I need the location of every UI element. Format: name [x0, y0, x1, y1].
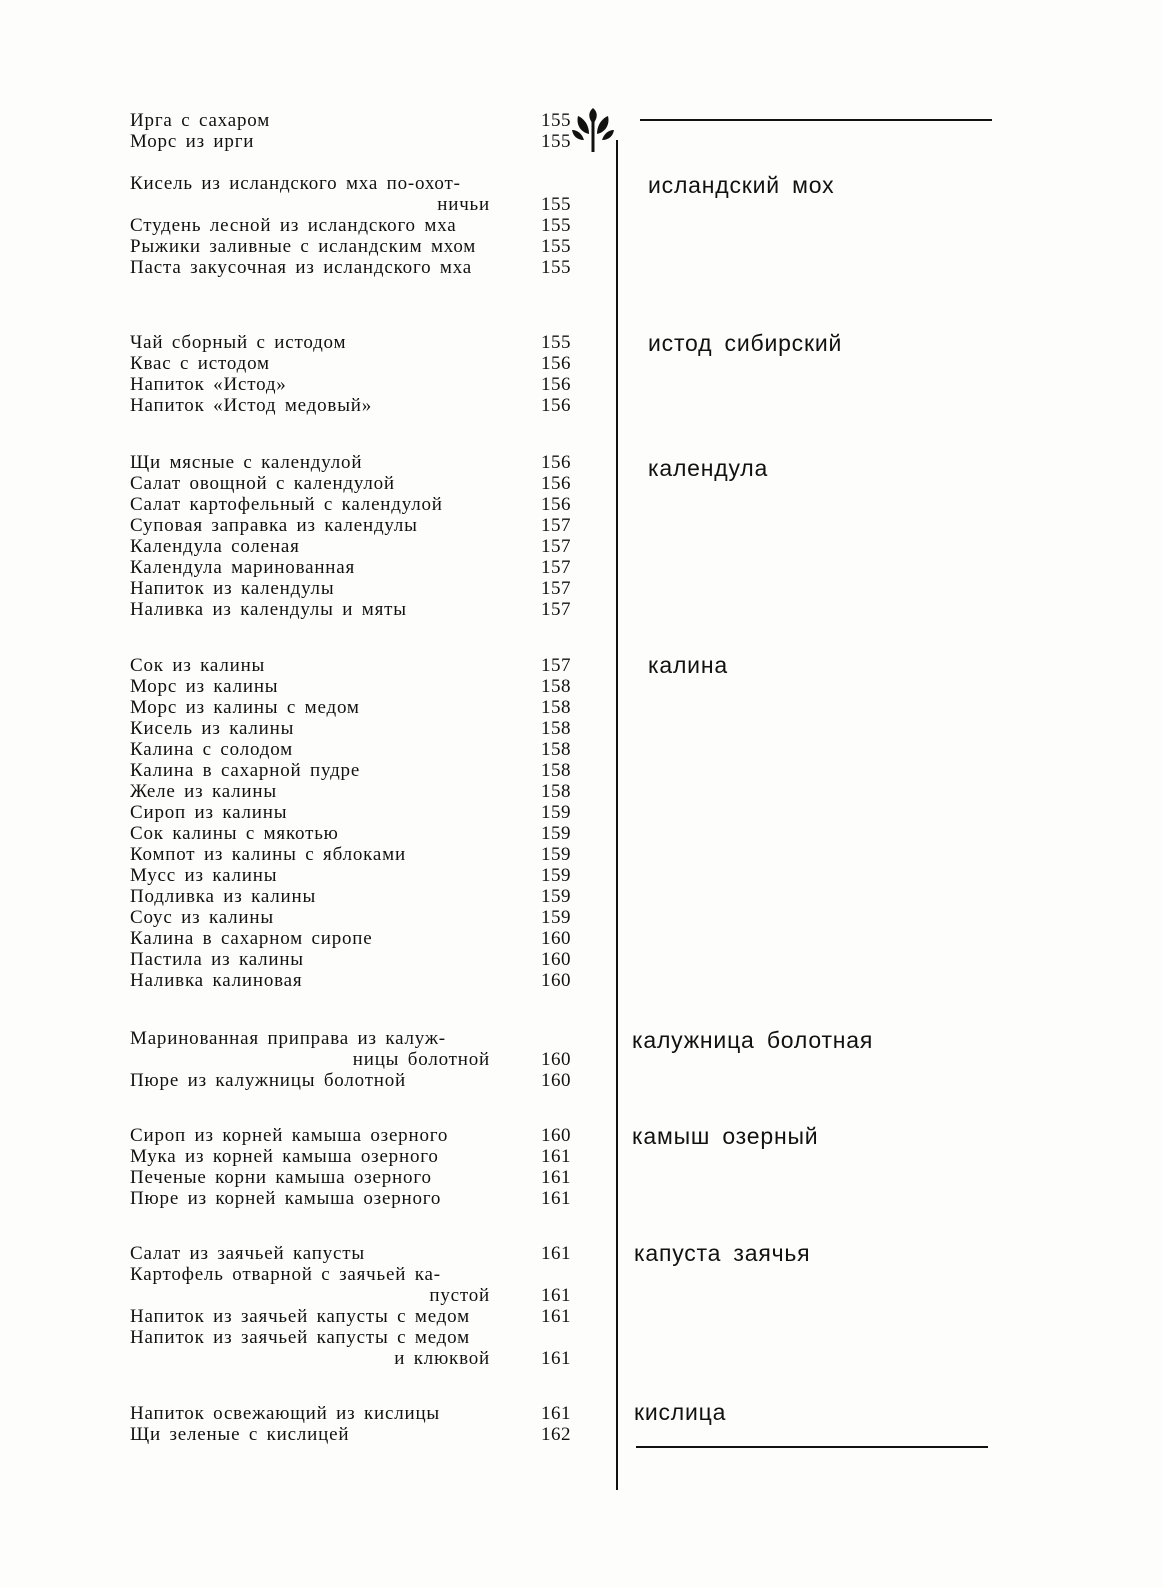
entry-title: Наливка калиновая: [130, 970, 303, 991]
toc-entry: [130, 1306, 580, 1327]
entry-page-number: 161: [541, 1285, 571, 1306]
entry-title: Морс из калины с медом: [130, 697, 360, 718]
category-heading: камыш озерный: [632, 1123, 819, 1149]
entry-title: Пастила из калины: [130, 949, 304, 970]
entry-title: Мусс из калины: [130, 865, 278, 886]
toc-entry: [130, 907, 580, 928]
entry-title-continuation: ничьи: [437, 194, 490, 215]
toc-entry: [130, 970, 580, 991]
leaf-ornament-icon: [570, 108, 616, 152]
entry-title: Сок калины с мякотью: [130, 823, 339, 844]
toc-entry: [130, 494, 580, 515]
entry-title: Кисель из калины: [130, 718, 295, 739]
entry-page-number: 158: [541, 718, 571, 739]
entry-page-number: 159: [541, 907, 571, 928]
toc-entry: [130, 697, 580, 718]
entry-title: Напиток освежающий из кислицы: [130, 1403, 440, 1424]
toc-entry: [130, 865, 580, 886]
toc-entry: [130, 823, 580, 844]
entry-title: Рыжики заливные с исландским мхом: [130, 236, 477, 257]
toc-entry: [130, 110, 580, 131]
toc-entry: [130, 452, 580, 473]
toc-entry: [130, 676, 580, 697]
entry-page-number: 162: [541, 1424, 571, 1445]
toc-entry: [130, 353, 580, 374]
toc-entry: [130, 374, 580, 395]
toc-entry: [130, 844, 580, 865]
entry-page-number: 159: [541, 865, 571, 886]
entry-title: Пюре из калужницы болотной: [130, 1070, 407, 1091]
entry-page-number: 157: [541, 578, 571, 599]
toc-entry: [130, 536, 580, 557]
entry-page-number: 155: [541, 194, 571, 215]
entry-page-number: 159: [541, 886, 571, 907]
entry-page-number: 155: [541, 236, 571, 257]
entry-page-number: 159: [541, 844, 571, 865]
toc-entry: [130, 257, 580, 278]
entry-page-number: 157: [541, 536, 571, 557]
entry-page-number: 161: [541, 1306, 571, 1327]
toc-entry: [130, 215, 580, 236]
entry-page-number: 159: [541, 802, 571, 823]
toc-entry: [130, 578, 580, 599]
entry-title: Квас с истодом: [130, 353, 270, 374]
entry-title: Салат овощной с календулой: [130, 473, 395, 494]
entry-page-number: 160: [541, 1070, 571, 1091]
entry-title: Сироп из корней камыша озерного: [130, 1125, 449, 1146]
toc-entry: [130, 131, 580, 152]
entry-page-number: 161: [541, 1167, 571, 1188]
entry-page-number: 160: [541, 1125, 571, 1146]
entry-title: Морс из калины: [130, 676, 279, 697]
toc-entry: [130, 332, 580, 353]
toc-entry: [130, 599, 580, 620]
entry-title: Компот из калины с яблоками: [130, 844, 406, 865]
entry-page-number: 159: [541, 823, 571, 844]
category-heading: исландский мох: [648, 172, 835, 198]
entry-page-number: 156: [541, 374, 571, 395]
entry-title: Календула маринованная: [130, 557, 356, 578]
toc-entry: [130, 395, 580, 416]
entry-page-number: 156: [541, 353, 571, 374]
entry-page-number: 160: [541, 928, 571, 949]
vertical-divider: [616, 140, 618, 1490]
toc-entry: [130, 236, 580, 257]
entry-page-number: 155: [541, 257, 571, 278]
entry-title: Напиток из заячьей капусты с медом: [130, 1327, 470, 1348]
entry-title: Паста закусочная из исландского мха: [130, 257, 473, 278]
toc-entry: [130, 1167, 580, 1188]
entry-title: Напиток из календулы: [130, 578, 335, 599]
category-heading: кислица: [634, 1399, 727, 1425]
toc-entry: [130, 949, 580, 970]
bottom-rule: [636, 1446, 988, 1448]
entry-page-number: 158: [541, 676, 571, 697]
entry-title-continuation: пустой: [429, 1285, 490, 1306]
toc-entry: [130, 173, 580, 215]
entry-page-number: 160: [541, 1049, 571, 1070]
entry-title: Суповая заправка из календулы: [130, 515, 418, 536]
entry-title: Подливка из калины: [130, 886, 317, 907]
toc-entry: [130, 1424, 580, 1445]
entry-page-number: 158: [541, 697, 571, 718]
toc-entry: [130, 781, 580, 802]
toc-entry: [130, 1146, 580, 1167]
toc-entry: [130, 928, 580, 949]
entry-title: Салат картофельный с календулой: [130, 494, 443, 515]
entry-title: Напиток «Истод»: [130, 374, 287, 395]
entry-title: Калина в сахарной пудре: [130, 760, 361, 781]
entry-title: Морс из ирги: [130, 131, 255, 152]
entry-title: Чай сборный с истодом: [130, 332, 347, 353]
entry-page-number: 161: [541, 1146, 571, 1167]
toc-entry: [130, 1070, 580, 1091]
toc-entry: [130, 1243, 580, 1264]
entry-page-number: 157: [541, 599, 571, 620]
category-heading: капуста заячья: [634, 1240, 811, 1266]
entry-title: Пюре из корней камыша озерного: [130, 1188, 442, 1209]
entry-page-number: 161: [541, 1403, 571, 1424]
entry-page-number: 156: [541, 395, 571, 416]
category-heading: калина: [648, 652, 728, 678]
entry-page-number: 156: [541, 452, 571, 473]
entry-page-number: 161: [541, 1188, 571, 1209]
entry-page-number: 155: [541, 215, 571, 236]
entry-page-number: 157: [541, 557, 571, 578]
entry-page-number: 155: [541, 110, 571, 131]
entry-title: Кисель из исландского мха по-охот-: [130, 173, 461, 194]
entry-title: Желе из калины: [130, 781, 277, 802]
entry-title: Салат из заячьей капусты: [130, 1243, 365, 1264]
entry-page-number: 158: [541, 781, 571, 802]
category-heading: истод сибирский: [648, 330, 843, 356]
entry-title: Ирга с сахаром: [130, 110, 271, 131]
toc-entry: [130, 1125, 580, 1146]
toc-entry: [130, 760, 580, 781]
entry-title-continuation: ницы болотной: [352, 1049, 490, 1070]
toc-entry: [130, 557, 580, 578]
entry-page-number: 155: [541, 332, 571, 353]
toc-entry: [130, 886, 580, 907]
category-heading: календула: [648, 455, 769, 481]
toc-entry: [130, 802, 580, 823]
entry-page-number: 161: [541, 1243, 571, 1264]
entry-title: Сок из калины: [130, 655, 266, 676]
entry-page-number: 158: [541, 760, 571, 781]
entry-page-number: 157: [541, 655, 571, 676]
entry-page-number: 157: [541, 515, 571, 536]
entry-title: Печеные корни камыша озерного: [130, 1167, 432, 1188]
toc-entry: [130, 739, 580, 760]
entry-title: Маринованная приправа из калуж-: [130, 1028, 446, 1049]
toc-entry: [130, 1403, 580, 1424]
entry-title-continuation: и клюквой: [394, 1348, 490, 1369]
toc-entry: [130, 1327, 580, 1369]
entry-page-number: 161: [541, 1348, 571, 1369]
entry-title: Калина с солодом: [130, 739, 293, 760]
entry-title: Картофель отварной с заячьей ка-: [130, 1264, 441, 1285]
entry-page-number: 156: [541, 494, 571, 515]
entry-title: Наливка из календулы и мяты: [130, 599, 407, 620]
entry-title: Студень лесной из исландского мха: [130, 215, 457, 236]
entry-title: Напиток «Истод медовый»: [130, 395, 373, 416]
toc-entry: [130, 473, 580, 494]
toc-entry: [130, 718, 580, 739]
entry-title: Соус из калины: [130, 907, 274, 928]
entry-title: Щи мясные с календулой: [130, 452, 363, 473]
entry-title: Калина в сахарном сиропе: [130, 928, 373, 949]
entry-page-number: 160: [541, 949, 571, 970]
entry-title: Напиток из заячьей капусты с медом: [130, 1306, 470, 1327]
toc-entry: [130, 1188, 580, 1209]
entry-title: Календула соленая: [130, 536, 300, 557]
entry-page-number: 156: [541, 473, 571, 494]
toc-entry: [130, 515, 580, 536]
entry-page-number: 155: [541, 131, 571, 152]
entry-page-number: 158: [541, 739, 571, 760]
top-rule: [640, 119, 992, 121]
toc-entry: [130, 655, 580, 676]
toc-entry: [130, 1264, 580, 1306]
entry-title: Сироп из калины: [130, 802, 288, 823]
category-heading: калужница болотная: [632, 1027, 874, 1053]
entry-title: Мука из корней камыша озерного: [130, 1146, 439, 1167]
entry-page-number: 160: [541, 970, 571, 991]
toc-entry: [130, 1028, 580, 1070]
entry-title: Щи зеленые с кислицей: [130, 1424, 350, 1445]
